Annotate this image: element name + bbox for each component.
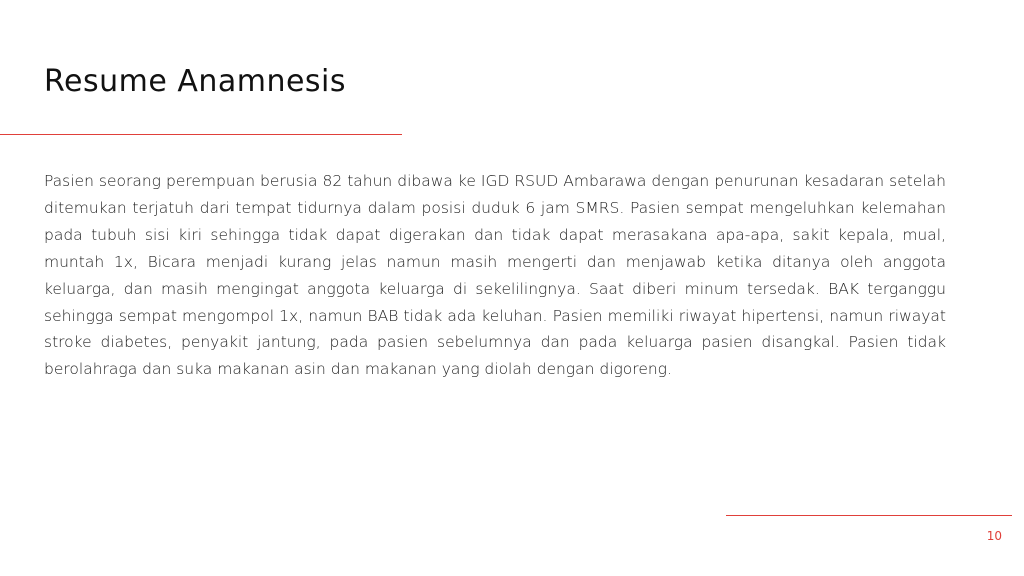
- page-number: 10: [986, 529, 1002, 543]
- footer-divider: [726, 515, 1012, 516]
- title-underline-divider: [0, 134, 402, 135]
- anamnesis-paragraph: Pasien seorang perempuan berusia 82 tahun dibawa ke IGD RSUD Ambarawa dengan penurunan kesadaran setelah ditemukan terjatuh dari tempat tidurnya dalam posisi duduk 6 jam SMRS. Pasien sempat mengeluhkan kelemahan pada tubuh sisi kiri sehingga tidak dapat digerakan dan tidak dapat merasakana apa-apa, sakit kepala, mual, muntah 1x, Bicara menjadi kurang jelas namun masih mengerti dan menjawab ketika ditanya oleh anggota keluarga, dan masih mengingat anggota keluarga di sekelilingnya. Saat diberi minum tersedak. BAK terganggu sehingga sempat mengompol 1x, namun BAB tidak ada keluhan. Pasien memiliki riwayat hipertensi, namun riwayat stroke diabetes, penyakit jantung, pada pasien sebelumnya dan pada keluarga pasien disangkal. Pasien tidak berolahraga dan suka makanan asin dan makanan yang diolah dengan digoreng.: [44, 172, 946, 379]
- slide-title: Resume Anamnesis: [44, 64, 347, 99]
